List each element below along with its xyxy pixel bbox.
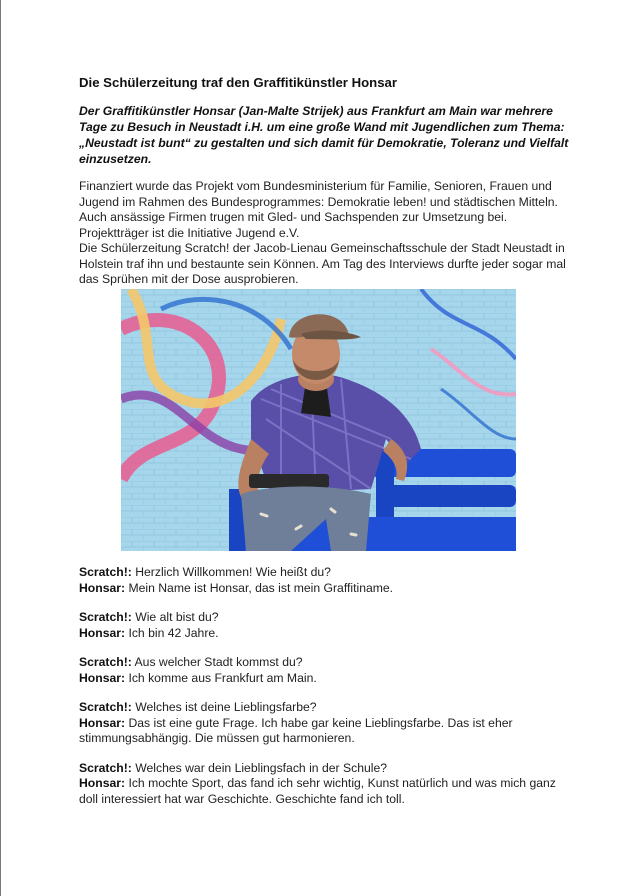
answer-text: Ich bin 42 Jahre.	[125, 625, 219, 640]
answer-text: Das ist eine gute Frage. Ich habe gar keine Lieblingsfarbe. Das ist eher stimmungsabhängig. Die müssen gut harmonieren.	[79, 715, 513, 745]
question-text: Herzlich Willkommen! Wie heißt du?	[131, 565, 331, 579]
interview-pair	[79, 655, 569, 686]
answer-speaker: Honsar:	[79, 580, 126, 595]
answer-line	[79, 626, 569, 642]
answer-line	[79, 671, 569, 687]
answer-text: Mein Name ist Honsar, das ist mein Graffitiname.	[125, 580, 394, 595]
question-line	[79, 655, 569, 671]
interview-pair	[79, 700, 569, 747]
question-speaker: Scratch!:	[79, 700, 132, 714]
body-paragraph: Finanziert wurde das Projekt vom Bundesministerium für Familie, Senioren, Frauen und Jugend im Rahmen des Bundesprogrammes: Demokratie leben! und städtischen Mitteln. Auch ansässige Firmen trugen mit Gled- und Sachspenden zur Umsetzung bei. Projektträger ist die Initiative Jugend e.V.	[79, 179, 558, 240]
artist-photo-illustration	[121, 289, 516, 551]
body-paragraph: Die Schülerzeitung Scratch! der Jacob-Lienau Gemeinschaftsschule der Stadt Neustadt in Holstein traf ihn und bestaunte sein Können. Am Tag des Interviews durfte jeder sogar mal das Sprühen mit der Dose ausprobieren.	[79, 241, 566, 286]
article-title: Die Schülerzeitung traf den Graffitikünstler Honsar	[79, 75, 398, 90]
answer-speaker: Honsar:	[79, 670, 126, 685]
interview	[79, 565, 569, 821]
answer-speaker: Honsar:	[79, 715, 126, 730]
bench-back	[376, 485, 516, 507]
question-speaker: Scratch!:	[79, 565, 132, 579]
interview-pair	[79, 565, 569, 596]
question-speaker: Scratch!:	[79, 610, 132, 624]
question-line	[79, 700, 569, 716]
interview-pair	[79, 610, 569, 641]
question-speaker: Scratch!:	[79, 655, 132, 669]
question-text: Welches ist deine Lieblingsfarbe?	[131, 700, 317, 714]
answer-line	[79, 776, 569, 807]
laptop	[249, 474, 329, 488]
answer-line	[79, 716, 569, 747]
question-text: Wie alt bist du?	[131, 610, 219, 624]
question-line	[79, 610, 569, 626]
article-body	[79, 179, 569, 288]
question-text: Aus welcher Stadt kommst du?	[131, 655, 303, 669]
answer-text: Ich komme aus Frankfurt am Main.	[125, 670, 317, 685]
article-intro: Der Graffitikünstler Honsar (Jan-Malte Strijek) aus Frankfurt am Main war mehrere Tage zu Besuch in Neustadt i.H. um eine große Wand mit Jugendlichen zum Thema: „Neustadt ist bunt“ zu gestalten und sich damit für Demokratie, Toleranz und Vielfalt einzusetzen.	[79, 104, 569, 166]
artist-photo	[121, 289, 516, 551]
answer-line	[79, 581, 569, 597]
question-speaker: Scratch!:	[79, 760, 132, 775]
interview-pair	[79, 761, 569, 808]
question-text: Welches war dein Lieblingsfach in der Schule?	[131, 760, 388, 775]
question-line	[79, 761, 569, 777]
answer-speaker: Honsar:	[79, 776, 126, 790]
article-header	[79, 74, 569, 288]
answer-text: Ich mochte Sport, das fand ich sehr wichtig, Kunst natürlich und was mich ganz doll interessiert hat war Geschichte. Geschichte fand ich toll.	[79, 776, 556, 806]
answer-speaker: Honsar:	[79, 625, 126, 640]
question-line	[79, 565, 569, 581]
